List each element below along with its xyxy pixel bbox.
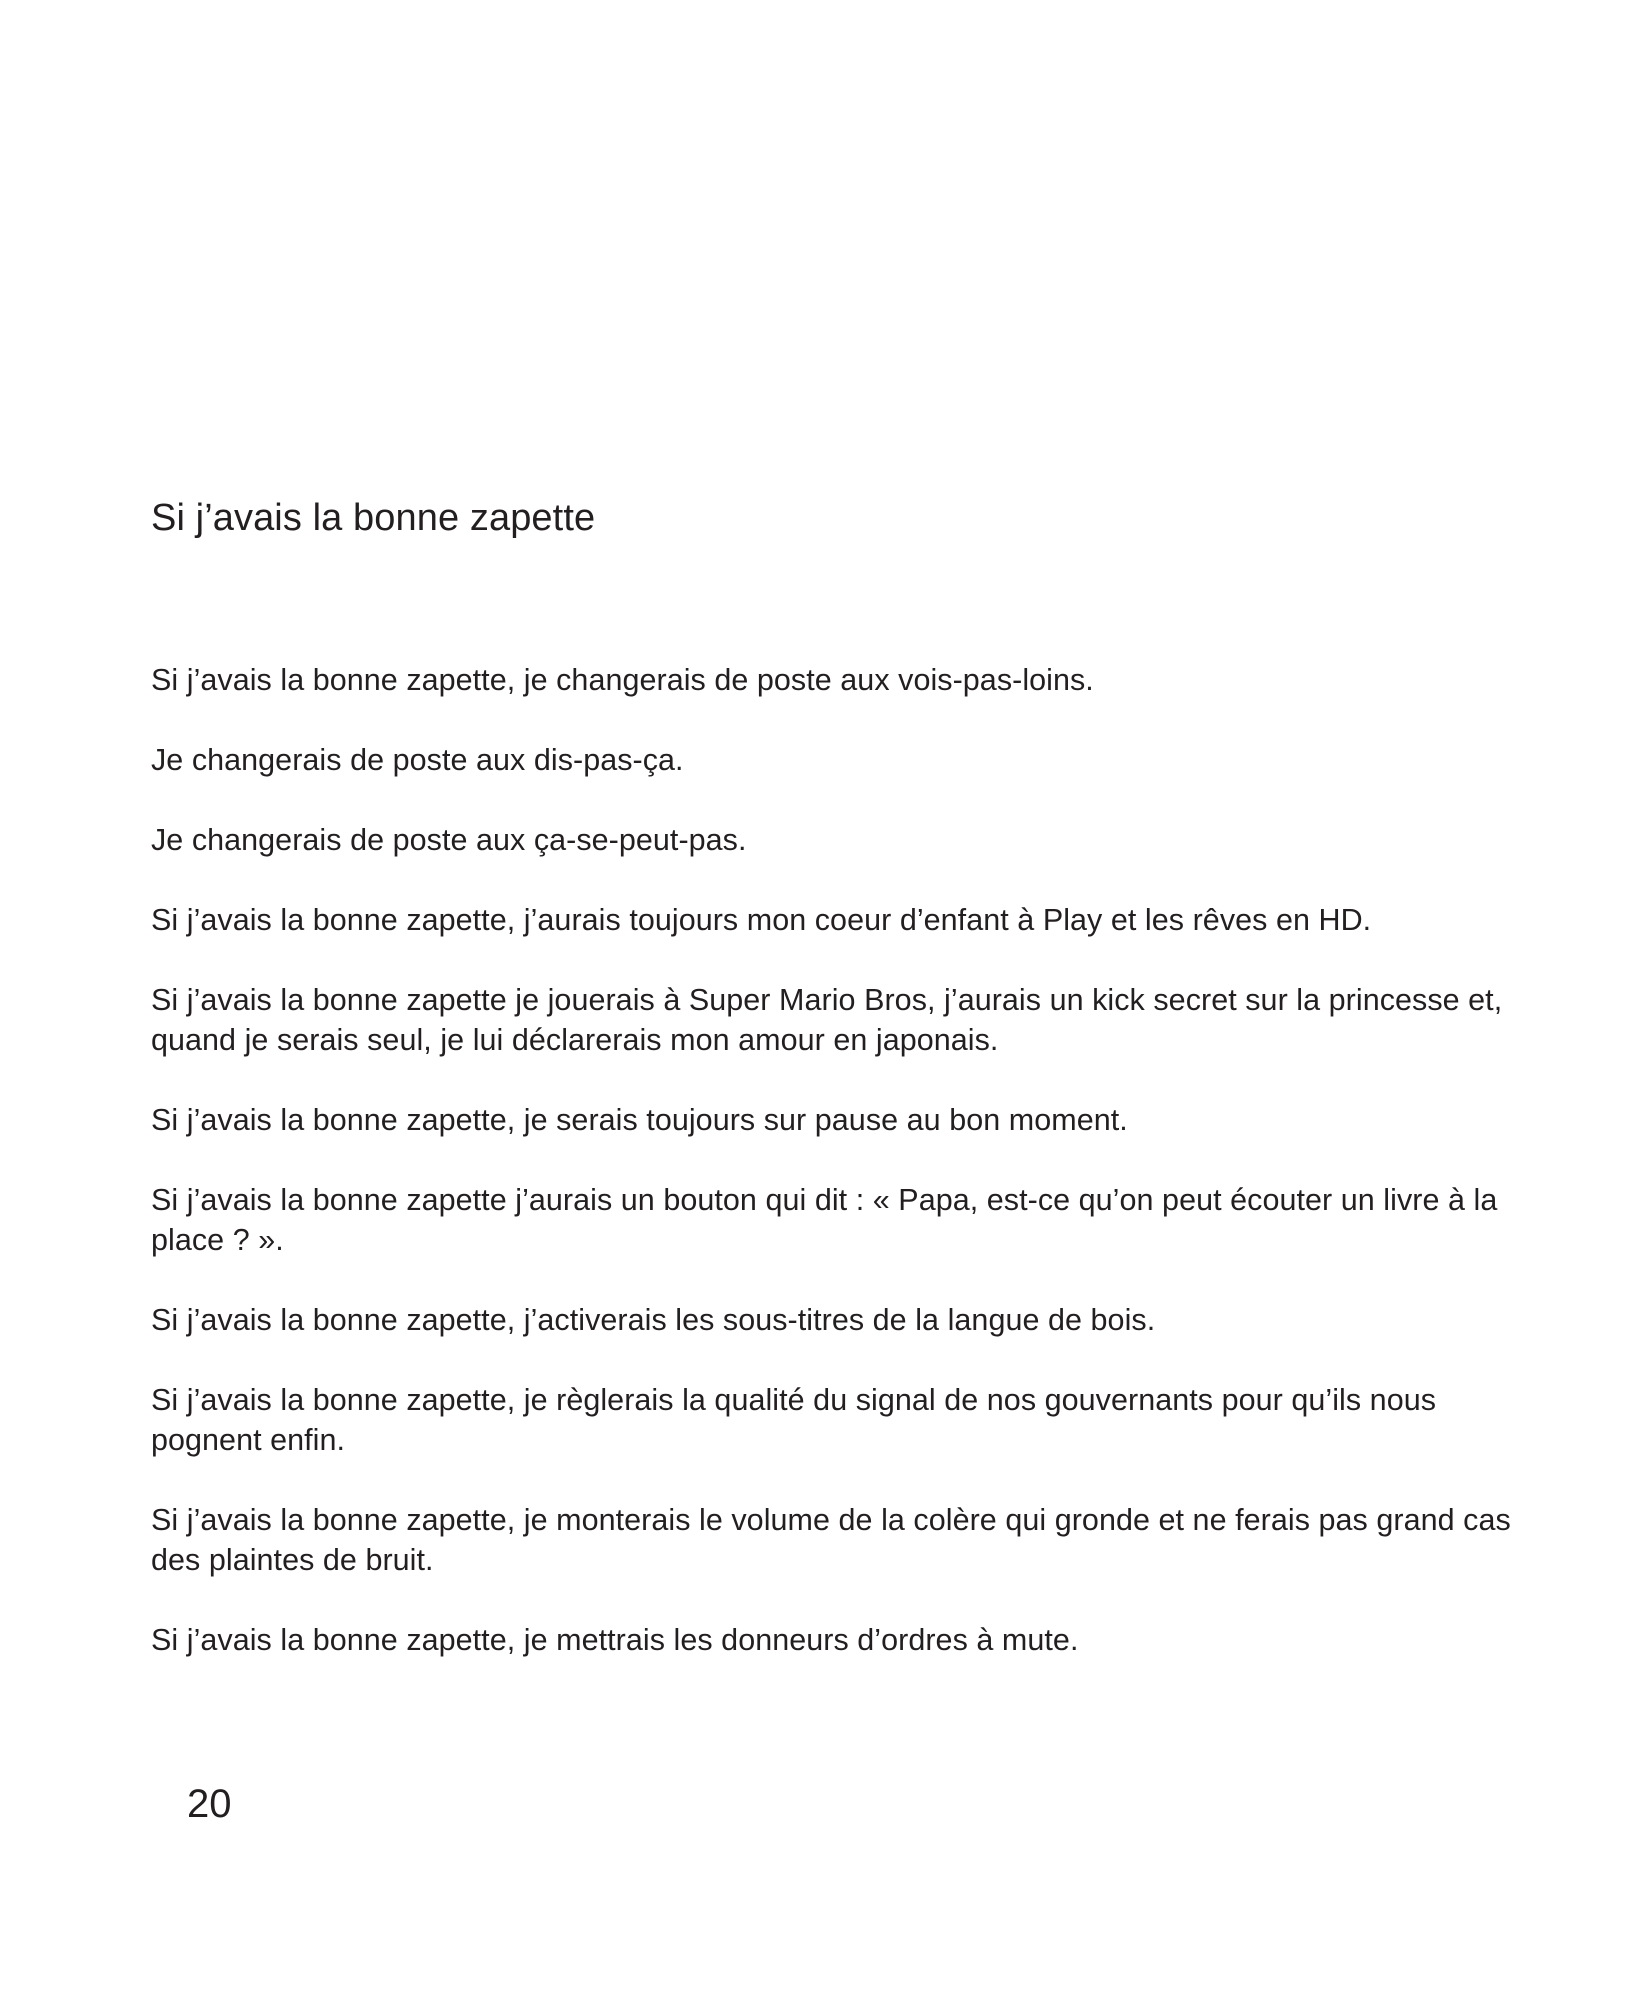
- paragraph: Je changerais de poste aux dis-pas-ça.: [151, 743, 684, 777]
- paragraph: Si j’avais la bonne zapette, je serais toujours sur pause au bon moment.: [151, 1103, 1128, 1137]
- page-title: Si j’avais la bonne zapette: [151, 497, 596, 539]
- paragraph: Si j’avais la bonne zapette, je changerais de poste aux vois-pas-loins.: [151, 663, 1094, 697]
- paragraph: Si j’avais la bonne zapette j’aurais un bouton qui dit : « Papa, est-ce qu’on peut écouter un livre à la place ? ».: [151, 1183, 1498, 1257]
- body-text: [151, 660, 1511, 1700]
- paragraph: Si j’avais la bonne zapette, je monterais le volume de la colère qui gronde et ne ferais pas grand cas des plaintes de bruit.: [151, 1503, 1511, 1577]
- paragraph: Si j’avais la bonne zapette, j’activerais les sous-titres de la langue de bois.: [151, 1303, 1156, 1337]
- paragraph: Je changerais de poste aux ça-se-peut-pas.: [151, 823, 747, 857]
- paragraph: Si j’avais la bonne zapette je jouerais à Super Mario Bros, j’aurais un kick secret sur la princesse et, quand je serais seul, je lui déclarerais mon amour en japonais.: [151, 983, 1503, 1057]
- paragraph: Si j’avais la bonne zapette, je mettrais les donneurs d’ordres à mute.: [151, 1623, 1079, 1657]
- page-number: 20: [187, 1782, 232, 1826]
- paragraph: Si j’avais la bonne zapette, je règlerais la qualité du signal de nos gouvernants pour qu’ils nous pognent enfin.: [151, 1383, 1437, 1457]
- paragraph: Si j’avais la bonne zapette, j’aurais toujours mon coeur d’enfant à Play et les rêves en HD.: [151, 903, 1372, 937]
